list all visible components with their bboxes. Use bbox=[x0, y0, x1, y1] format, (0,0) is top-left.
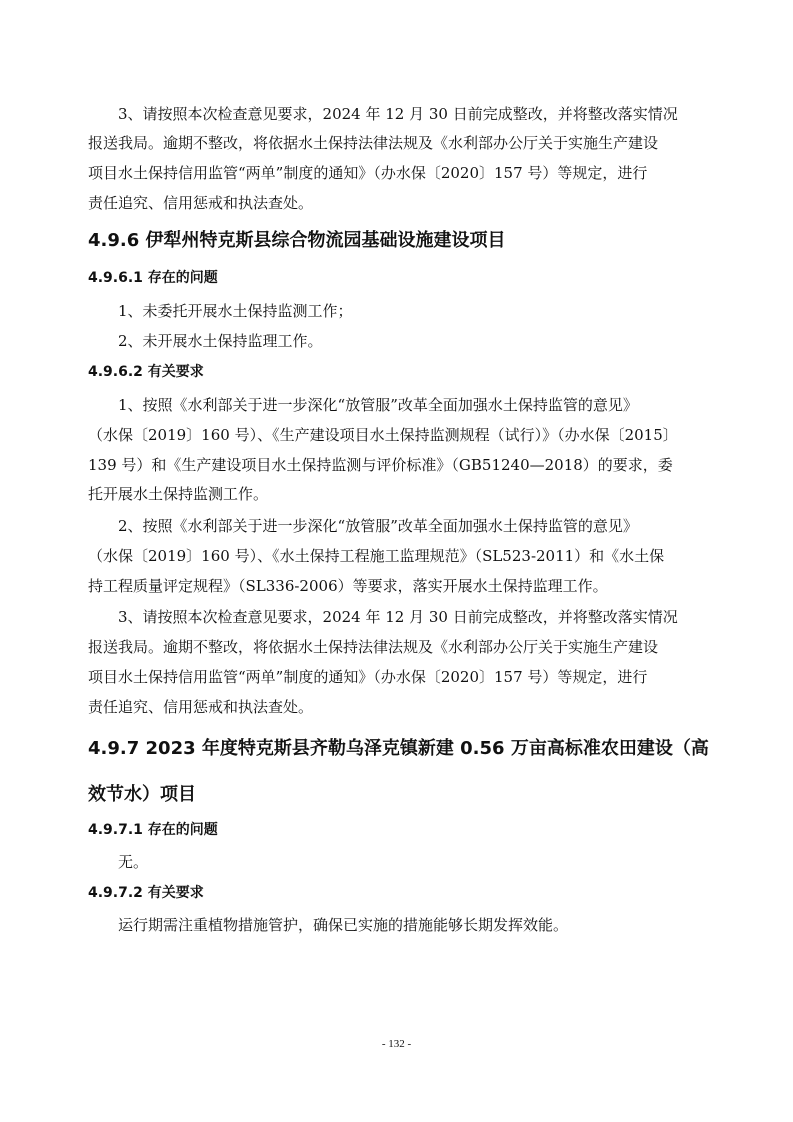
paragraph-line: 2、未开展水土保持监理工作。 bbox=[118, 332, 323, 350]
paragraph-line: 1、按照《水利部关于进一步深化“放管服”改革全面加强水土保持监管的意见》 bbox=[118, 396, 638, 414]
page-number: - 132 - bbox=[381, 1038, 412, 1050]
paragraph-line: 责任追究、信用惩戒和执法查处。 bbox=[88, 698, 314, 716]
subsection-heading-4-9-7-1: 4.9.7.1 存在的问题 bbox=[88, 822, 218, 838]
paragraph-line: 托开展水土保持监测工作。 bbox=[88, 485, 269, 503]
paragraph-line: 项目水土保持信用监管“两单”制度的通知》（办水保〔2020〕157 号）等规定，进行 bbox=[88, 668, 648, 686]
paragraph-line: 139 号）和《生产建设项目水土保持监测与评价标准》（GB51240—2018）的要求，委 bbox=[88, 456, 673, 474]
paragraph-line: 无。 bbox=[118, 853, 149, 871]
paragraph-line: 项目水土保持信用监管“两单”制度的通知》（办水保〔2020〕157 号）等规定，进行 bbox=[88, 164, 648, 182]
paragraph-line: 1、未委托开展水土保持监测工作； bbox=[118, 302, 353, 320]
section-heading-4-9-7-cont: 效节水）项目 bbox=[88, 784, 196, 805]
subsection-heading-4-9-6-2: 4.9.6.2 有关要求 bbox=[88, 364, 204, 380]
section-heading-4-9-6: 4.9.6 伊犁州特克斯县综合物流园基础设施建设项目 bbox=[88, 230, 506, 251]
paragraph-line: （水保〔2019〕160 号）、《水土保持工程施工监理规范》（SL523-2011）和《水土保 bbox=[88, 547, 665, 565]
paragraph-line: 报送我局。逾期不整改，将依据水土保持法律法规及《水利部办公厅关于实施生产建设 bbox=[88, 638, 659, 656]
paragraph-line: （水保〔2019〕160 号）、《生产建设项目水土保持监测规程（试行）》（办水保〔2015〕 bbox=[88, 426, 678, 444]
paragraph-line: 2、按照《水利部关于进一步深化“放管服”改革全面加强水土保持监管的意见》 bbox=[118, 517, 638, 535]
subsection-heading-4-9-6-1: 4.9.6.1 存在的问题 bbox=[88, 270, 218, 286]
paragraph-line: 3、请按照本次检查意见要求，2024 年 12 月 30 日前完成整改，并将整改落实情况 bbox=[118, 105, 678, 123]
paragraph-line: 3、请按照本次检查意见要求，2024 年 12 月 30 日前完成整改，并将整改落实情况 bbox=[118, 608, 678, 626]
paragraph-line: 报送我局。逾期不整改，将依据水土保持法律法规及《水利部办公厅关于实施生产建设 bbox=[88, 134, 659, 152]
paragraph-line: 持工程质量评定规程》（SL336-2006）等要求，落实开展水土保持监理工作。 bbox=[88, 577, 608, 595]
paragraph-line: 责任追究、信用惩戒和执法查处。 bbox=[88, 194, 314, 212]
paragraph-line: 运行期需注重植物措施管护，确保已实施的措施能够长期发挥效能。 bbox=[118, 916, 569, 934]
section-heading-4-9-7: 4.9.7 2023 年度特克斯县齐勒乌泽克镇新建 0.56 万亩高标准农田建设（高 bbox=[88, 738, 709, 759]
subsection-heading-4-9-7-2: 4.9.7.2 有关要求 bbox=[88, 885, 204, 901]
